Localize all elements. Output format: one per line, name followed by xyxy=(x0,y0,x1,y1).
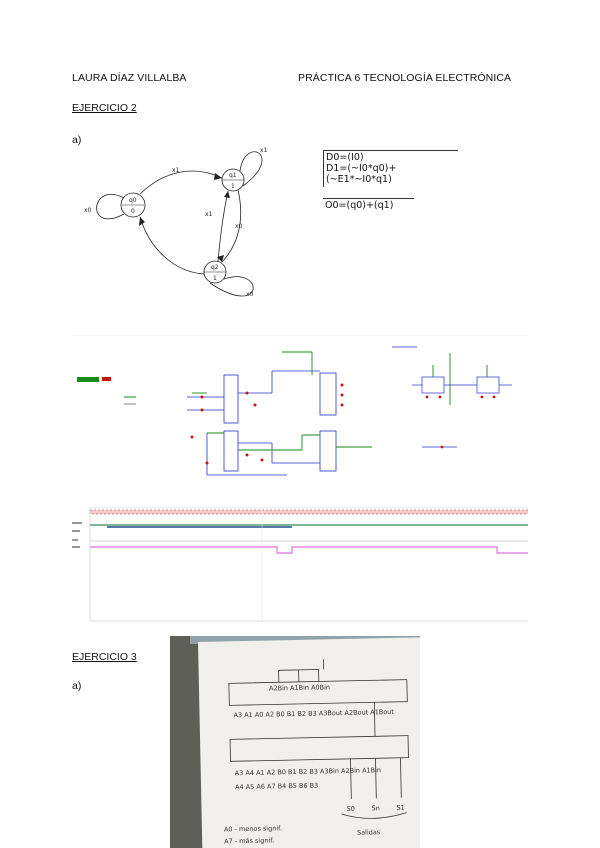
state-q0-output: 0 xyxy=(131,208,135,215)
photo-row-0: A2Bin A1Bin A0Bin xyxy=(268,683,331,693)
input-switch-indicator xyxy=(77,377,99,382)
photo-output-0: S0 xyxy=(346,804,355,813)
photo-row-3: A4 A5 A6 A7 B4 B5 B6 B3 xyxy=(234,781,319,792)
equation-o0: O0=(q0)+(q1) xyxy=(325,200,394,211)
q2-to-q1 xyxy=(218,191,228,261)
photo-note-0: A0 - menos signif. xyxy=(223,824,283,834)
photo-note-1: A7 - más signif. xyxy=(224,836,275,846)
adder-block-bottom xyxy=(230,736,408,762)
equation-d0: D0=(I0) xyxy=(326,152,364,163)
equations-box-2 xyxy=(323,198,414,213)
photo-row-1: A3 A1 A0 A2 B0 B1 B2 B3 A3Bout A2Bout A1Bout xyxy=(233,707,395,720)
transition-label-0: x1 xyxy=(172,167,180,174)
photo-row-2: A3 A4 A1 A2 B0 B1 B2 B3 A3Bin A2Bin A1Bin xyxy=(234,766,382,778)
transition-label-3: x0 xyxy=(235,223,243,230)
flipflop-chip-2 xyxy=(224,431,238,471)
transition-label-4: x1 xyxy=(205,211,213,218)
decoder-block-1 xyxy=(422,377,444,393)
document-title: PRÁCTICA 6 TECNOLOGÍA ELECTRÓNICA xyxy=(298,72,512,84)
transition-label-1: x1 xyxy=(260,147,268,154)
waveform-plot xyxy=(72,503,528,627)
q1-self-loop xyxy=(240,152,262,186)
paper-sheet xyxy=(198,637,420,848)
q0-to-q1 xyxy=(140,171,222,194)
state-q1-output: 1 xyxy=(231,183,235,190)
state-q1-name: q1 xyxy=(229,172,237,179)
photo-footer: Salidas xyxy=(356,828,381,837)
clock-signal xyxy=(90,510,528,514)
flipflop-chip-1 xyxy=(224,375,238,423)
transition-label-5: x0 xyxy=(246,291,254,298)
equations-box-1 xyxy=(323,150,458,187)
photo-output-1: Sn xyxy=(371,804,380,813)
author-name: LAURA DÍAZ VILLALBA xyxy=(72,72,187,84)
state-diagram xyxy=(80,140,280,310)
photo-output-2: S1 xyxy=(396,803,405,812)
signal-magenta xyxy=(90,547,528,553)
exercise-3-heading: EJERCICIO 3 xyxy=(72,651,137,663)
logic-chip-4 xyxy=(320,431,336,471)
exercise-2-part-a: a) xyxy=(72,134,82,146)
state-q0-name: q0 xyxy=(129,197,137,204)
state-q2-name: q2 xyxy=(211,264,219,271)
exercise-3-part-a: a) xyxy=(72,680,82,692)
q0-self-loop xyxy=(97,194,124,219)
handwritten-photo xyxy=(170,636,420,848)
exercise-2-heading: EJERCICIO 2 xyxy=(72,102,137,114)
q2-to-q0 xyxy=(140,217,204,274)
equation-d1: D1=(~I0*q0)+(~E1*~I0*q1) xyxy=(326,163,397,185)
state-q2-output: 1 xyxy=(213,275,217,282)
logic-chip-3 xyxy=(320,373,336,415)
circuit-schematic xyxy=(72,335,528,495)
handwritten-schematic xyxy=(198,637,420,848)
decoder-block-2 xyxy=(477,377,499,393)
transition-label-2: x0 xyxy=(84,207,92,214)
